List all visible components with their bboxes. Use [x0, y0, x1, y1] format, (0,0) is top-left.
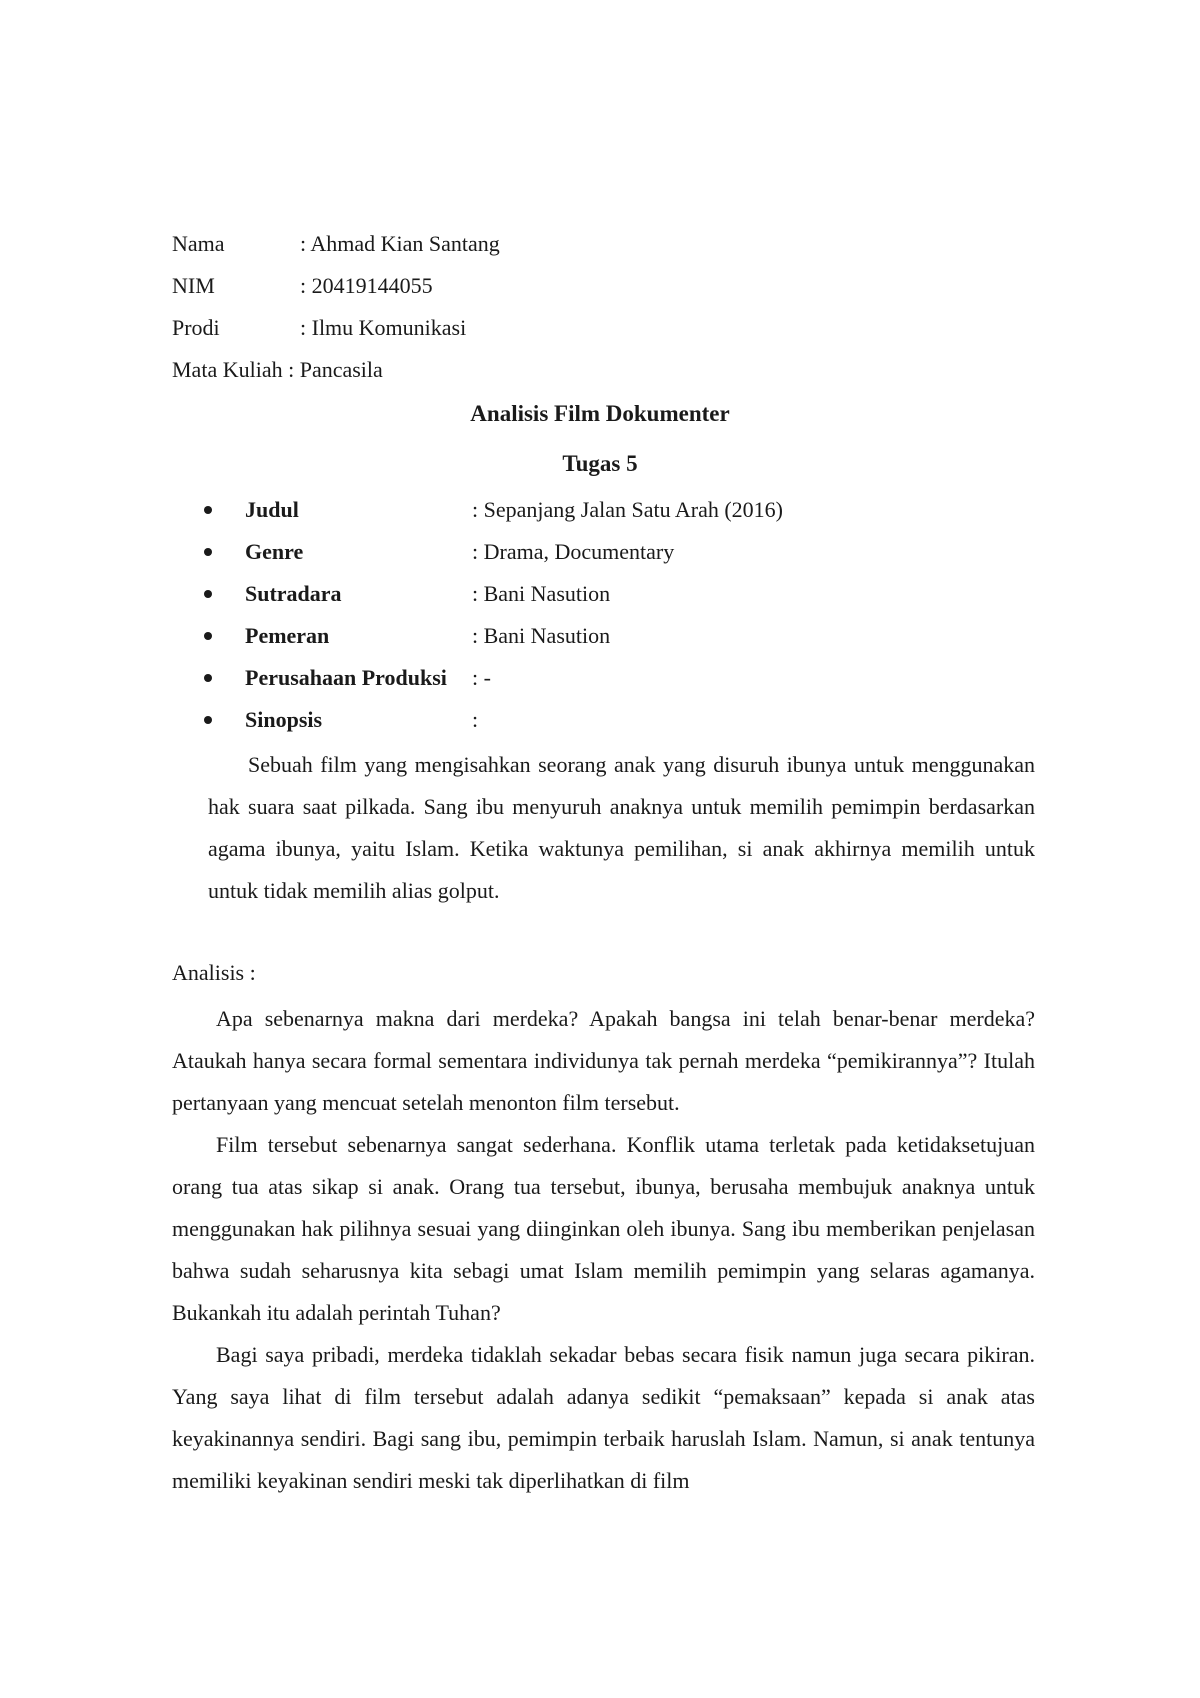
detail-value: :: [472, 707, 479, 732]
identity-row-nim: [172, 270, 433, 302]
analisis-paragraph: Film tersebut sebenarnya sangat sederhana. Konflik utama terletak pada ketidaksetujuan orang tua atas sikap si anak. Orang tua tersebut, ibunya, berusaha membujuk anaknya untuk menggunakan hak pilihnya sesuai yang diinginkan oleh ibunya. Sang ibu memberikan penjelasan bahwa sudah seharusnya kita sebagi umat Islam memilih pemimpin yang selaras agamanya. Bukankah itu adalah perintah Tuhan?: [172, 1132, 1035, 1325]
analisis-paragraph: Apa sebenarnya makna dari merdeka? Apakah bangsa ini telah benar-benar merdeka? Ataukah hanya secara formal sementara individunya tak pernah merdeka “pemikirannya”? Itulah pertanyaan yang mencuat setelah menonton film tersebut.: [172, 1006, 1035, 1115]
detail-value: : Drama, Documentary: [472, 539, 675, 564]
detail-value: : -: [472, 665, 491, 690]
detail-label: Perusahaan Produksi: [245, 665, 447, 690]
detail-label: Sutradara: [245, 581, 342, 606]
detail-label: Sinopsis: [245, 707, 323, 732]
identity-value: : Ilmu Komunikasi: [300, 315, 467, 340]
detail-label: Pemeran: [245, 623, 330, 648]
identity-row-prodi: [172, 312, 466, 344]
detail-value: : Bani Nasution: [472, 581, 611, 606]
document-subtitle: Tugas 5: [562, 451, 638, 476]
identity-row-mata-kuliah: [172, 354, 383, 386]
detail-label: Genre: [245, 539, 304, 564]
identity-value: : Pancasila: [288, 357, 383, 382]
detail-value: : Sepanjang Jalan Satu Arah (2016): [472, 497, 783, 522]
sinopsis-paragraph: Sebuah film yang mengisahkan seorang anak yang disuruh ibunya untuk menggunakan hak suara saat pilkada. Sang ibu menyuruh anaknya untuk memilih pemimpin berdasarkan agama ibunya, yaitu Islam. Ketika waktunya pemilihan, si anak akhirnya memilih untuk untuk tidak memilih alias golput.: [208, 752, 1035, 903]
identity-value: : Ahmad Kian Santang: [300, 231, 500, 256]
bullet-icon: [204, 590, 212, 598]
bullet-icon: [204, 506, 212, 514]
identity-label: Prodi: [172, 315, 220, 340]
identity-label: Mata Kuliah: [172, 357, 283, 382]
analisis-body: [172, 998, 1035, 1502]
bullet-icon: [204, 674, 212, 682]
identity-value: : 20419144055: [300, 273, 433, 298]
analisis-heading: Analisis :: [172, 960, 256, 985]
identity-label: NIM: [172, 273, 215, 298]
bullet-icon: [204, 716, 212, 724]
bullet-icon: [204, 548, 212, 556]
detail-value: : Bani Nasution: [472, 623, 611, 648]
analisis-paragraph: Bagi saya pribadi, merdeka tidaklah sekadar bebas secara fisik namun juga secara pikiran. Yang saya lihat di film tersebut adalah adanya sedikit “pemaksaan” kepada si anak atas keyakinannya sendiri. Bagi sang ibu, pemimpin terbaik haruslah Islam. Namun, si anak tentunya memiliki keyakinan sendiri meski tak diperlihatkan di film: [172, 1342, 1035, 1493]
identity-row-nama: [172, 228, 500, 260]
identity-label: Nama: [172, 231, 225, 256]
detail-label: Judul: [245, 497, 299, 522]
document-title: Analisis Film Dokumenter: [470, 401, 730, 426]
bullet-icon: [204, 632, 212, 640]
